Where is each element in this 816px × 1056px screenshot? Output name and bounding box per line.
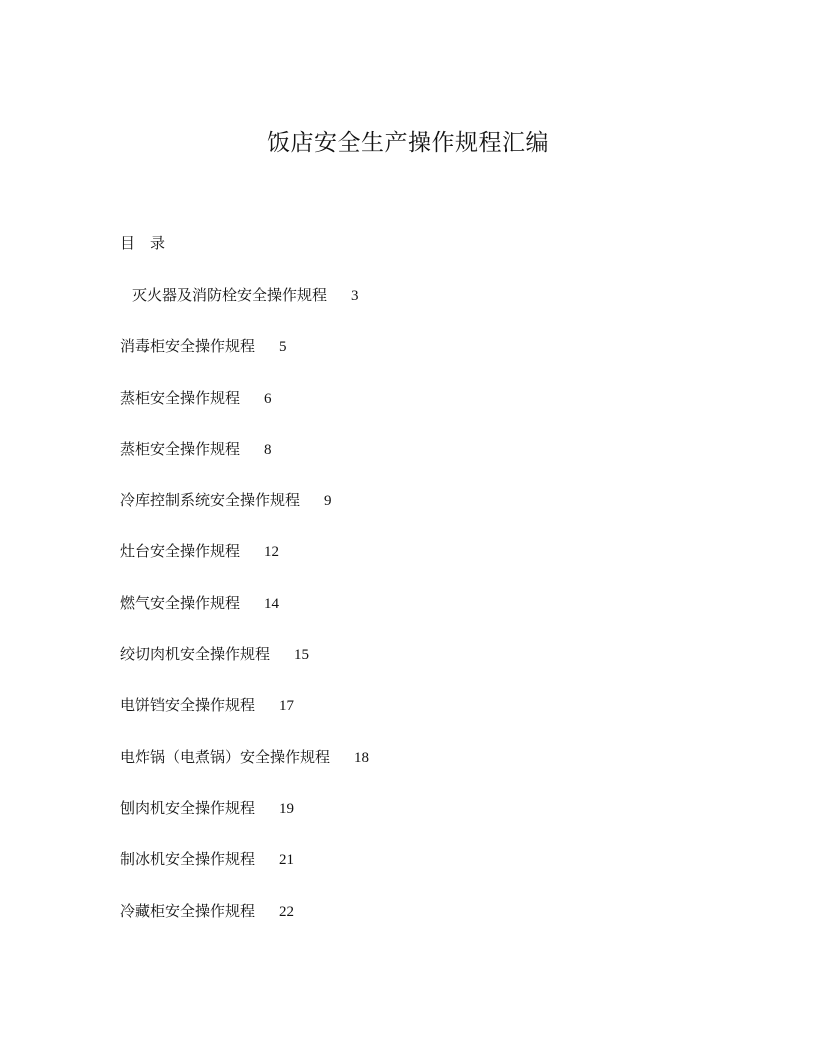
toc-item-page: 6 xyxy=(264,390,272,407)
toc-item-label: 电炸锅（电煮锅）安全操作规程 xyxy=(120,747,331,766)
toc-item[interactable] xyxy=(120,489,720,540)
toc-item-label: 制冰机安全操作规程 xyxy=(120,850,256,869)
document-title: 饭店安全生产操作规程汇编 xyxy=(267,130,549,156)
toc-item-label: 燃气安全操作规程 xyxy=(120,593,241,612)
toc-item-label: 刨肉机安全操作规程 xyxy=(120,798,256,817)
toc-item-label: 灶台安全操作规程 xyxy=(120,542,241,561)
toc-item[interactable] xyxy=(120,540,720,591)
toc-item-label: 消毒柜安全操作规程 xyxy=(120,337,256,356)
toc-item-label: 绞切肉机安全操作规程 xyxy=(120,645,271,664)
toc-item[interactable] xyxy=(120,694,720,745)
toc-item-label: 灭火器及消防栓安全操作规程 xyxy=(132,286,328,304)
toc-item-label: 电饼铛安全操作规程 xyxy=(120,696,256,715)
toc-item-label: 蒸柜安全操作规程 xyxy=(120,388,241,407)
toc-item[interactable] xyxy=(120,643,720,694)
toc-item-page: 14 xyxy=(264,595,280,612)
toc-item-label: 冷藏柜安全操作规程 xyxy=(120,901,256,920)
toc-item-page: 19 xyxy=(279,800,295,817)
toc-item-page: 9 xyxy=(324,493,332,510)
toc-heading: 目 录 xyxy=(120,234,166,252)
toc-item[interactable] xyxy=(120,592,720,643)
toc-item-label: 蒸柜安全操作规程 xyxy=(120,439,241,458)
toc-item[interactable] xyxy=(120,387,720,438)
toc-item-page: 17 xyxy=(279,698,295,715)
toc-item[interactable] xyxy=(120,848,720,899)
toc-item-page: 8 xyxy=(264,441,272,458)
toc-item[interactable] xyxy=(120,335,720,386)
toc-item[interactable] xyxy=(120,284,720,335)
toc-item[interactable] xyxy=(120,797,720,848)
table-of-contents xyxy=(120,284,720,951)
toc-item-page: 21 xyxy=(279,852,295,869)
toc-item-page: 18 xyxy=(354,749,370,766)
toc-item-page: 15 xyxy=(294,647,310,664)
toc-item-page: 3 xyxy=(351,288,359,304)
toc-item[interactable] xyxy=(120,438,720,489)
toc-item[interactable] xyxy=(120,900,720,951)
toc-item-page: 12 xyxy=(264,544,280,561)
toc-item-page: 5 xyxy=(279,339,287,356)
toc-item-page: 22 xyxy=(279,903,295,920)
toc-item[interactable] xyxy=(120,746,720,797)
toc-item-label: 冷库控制系统安全操作规程 xyxy=(120,491,301,510)
